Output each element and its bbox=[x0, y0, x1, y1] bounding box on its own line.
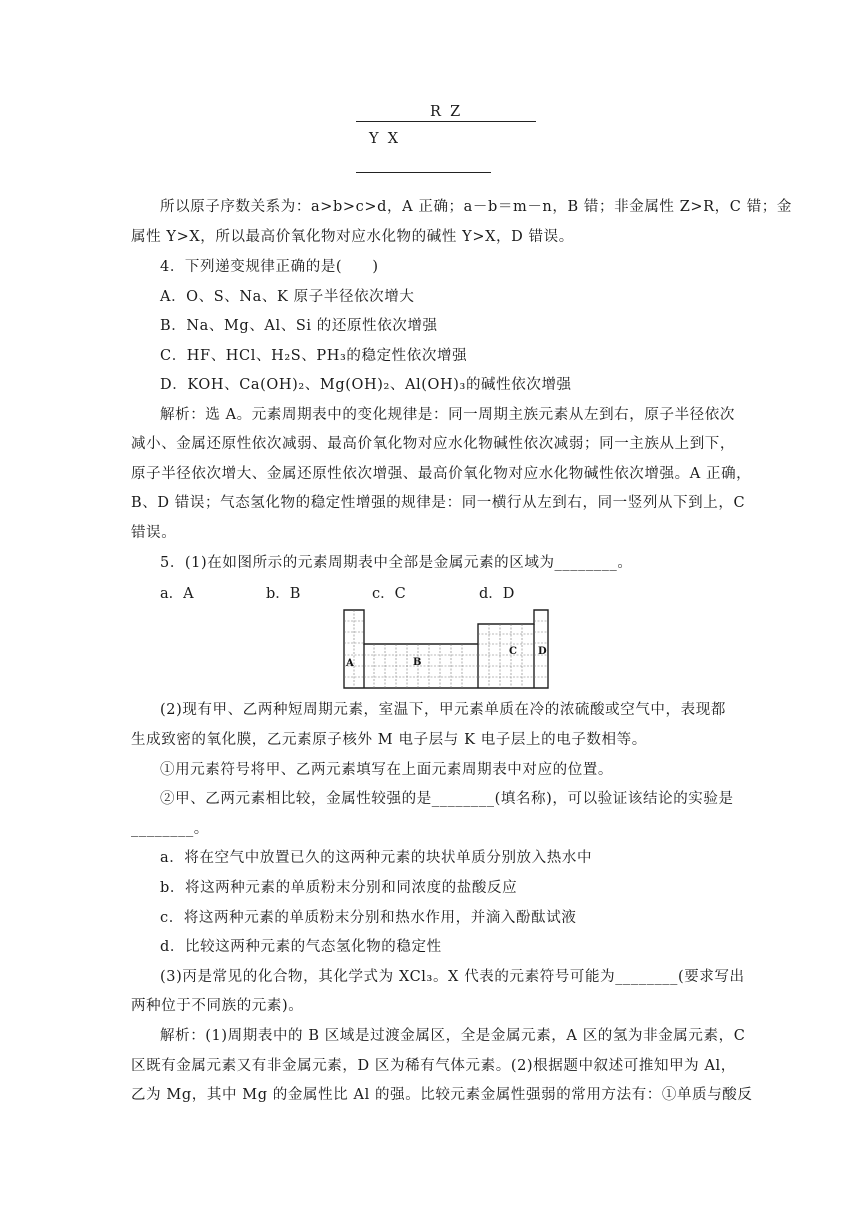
q5-option-b: b．B bbox=[266, 586, 301, 602]
q5-choice-c: c．将这两种元素的单质粉末分别和热水作用，并滴入酚酞试液 bbox=[160, 910, 577, 926]
paragraph-line: 属性 Y>X，所以最高价氧化物对应水化物的碱性 Y>X，D 错误。 bbox=[131, 229, 574, 245]
periodic-table-figure bbox=[342, 608, 550, 690]
figure-label-b: B bbox=[413, 657, 422, 668]
q5-choice-d: d．比较这两种元素的气态氢化物的稳定性 bbox=[160, 939, 442, 955]
q5-choice-b: b．将这两种元素的单质粉末分别和同浓度的盐酸反应 bbox=[160, 880, 518, 896]
question-4: 4．下列递变规律正确的是( ) bbox=[160, 259, 379, 275]
figure-label-c: C bbox=[509, 646, 517, 657]
answer-4-line: B、D 错误；气态氢化物的稳定性增强的规律是：同一横行从左到右，同一竖列从下到上，C bbox=[131, 495, 746, 511]
figure-label-a: A bbox=[346, 658, 354, 669]
q5-choice-a: a．将在空气中放置已久的这两种元素的块状单质分别放入热水中 bbox=[160, 850, 593, 866]
q5-option-a: a．A bbox=[160, 586, 194, 602]
answer-5-line: 解析：(1)周期表中的 B 区域是过渡金属区，全是金属元素，A 区的氢为非金属元素，C bbox=[160, 1028, 746, 1044]
q5-part3-line: (3)丙是常见的化合物，其化学式为 XCl₃。X 代表的元素符号可能为________(要求写出 bbox=[160, 969, 745, 985]
q5-option-d: d．D bbox=[479, 586, 515, 602]
q5-part2-line: (2)现有甲、乙两种短周期元素，室温下，甲元素单质在冷的浓硫酸或空气中，表现都 bbox=[160, 702, 726, 718]
answer-5-line: 乙为 Mg，其中 Mg 的金属性比 Al 的强。比较元素金属性强弱的常用方法有：①单质与酸反 bbox=[131, 1087, 753, 1103]
q5-option-c: c．C bbox=[372, 586, 406, 602]
q5-part3-line: 两种位于不同族的元素)。 bbox=[131, 998, 304, 1014]
question-5: 5．(1)在如图所示的元素周期表中全部是金属元素的区域为________。 bbox=[160, 555, 633, 571]
paragraph-line: 所以原子序数关系为：a>b>c>d，A 正确；a－b＝m－n，B 错；非金属性 Z>R，C 错；金 bbox=[160, 199, 792, 215]
q5-part2-line: ②甲、乙两元素相比较，金属性较强的是________(填名称)，可以验证该结论的实验是 bbox=[160, 791, 734, 807]
table-row-2: Y X bbox=[369, 131, 399, 147]
answer-4-line: 解析：选 A。元素周期表中的变化规律是：同一周期主族元素从左到右，原子半径依次 bbox=[160, 407, 735, 423]
answer-4-line: 原子半径依次增大、金属还原性依次增强、最高价氧化物对应水化物碱性依次增强。A 正确， bbox=[131, 466, 752, 482]
figure-label-d: D bbox=[538, 646, 547, 657]
option-d: D．KOH、Ca(OH)₂、Mg(OH)₂、Al(OH)₃的碱性依次增强 bbox=[160, 377, 572, 393]
table-row-1: R Z bbox=[430, 104, 461, 120]
q5-part2-line: ①用元素符号将甲、乙两元素填写在上面元素周期表中对应的位置。 bbox=[160, 762, 613, 778]
answer-4-line: 减小、金属还原性依次减弱、最高价氧化物对应水化物碱性依次减弱；同一主族从上到下， bbox=[131, 436, 735, 452]
table-bottom-rule bbox=[356, 172, 491, 173]
q5-part2-line: ________。 bbox=[131, 821, 209, 837]
q5-part2-line: 生成致密的氧化膜，乙元素原子核外 M 电子层与 K 电子层上的电子数相等。 bbox=[131, 732, 647, 748]
option-a: A．O、S、Na、K 原子半径依次增大 bbox=[160, 289, 415, 305]
answer-4-line: 错误。 bbox=[131, 525, 177, 541]
option-b: B．Na、Mg、Al、Si 的还原性依次增强 bbox=[160, 318, 438, 334]
option-c: C．HF、HCl、H₂S、PH₃的稳定性依次增强 bbox=[160, 348, 468, 364]
answer-5-line: 区既有金属元素又有非金属元素，D 区为稀有气体元素。(2)根据题中叙述可推知甲为 Al， bbox=[131, 1058, 736, 1074]
table-top-rule bbox=[356, 121, 536, 122]
